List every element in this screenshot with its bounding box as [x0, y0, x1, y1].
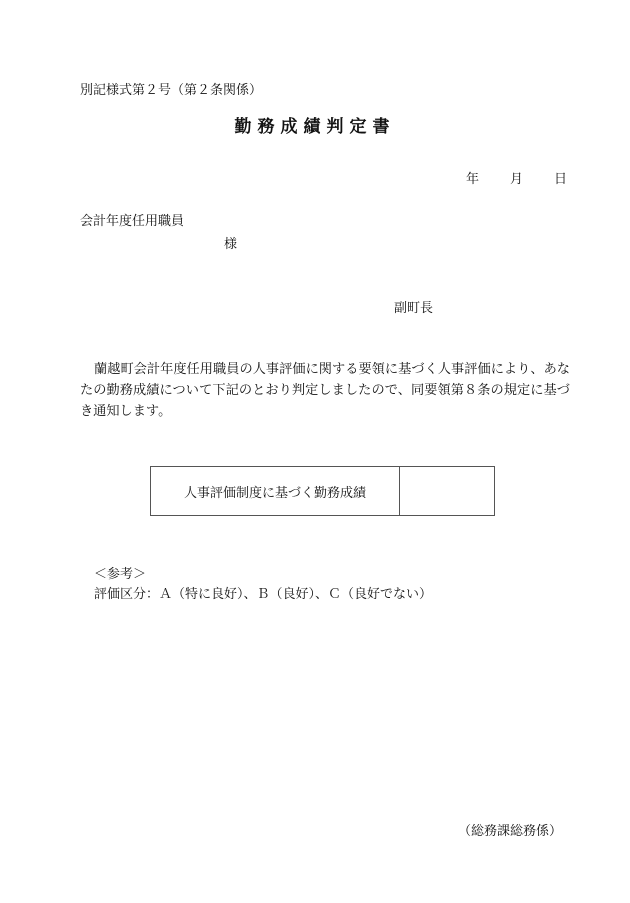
document-title: 勤務成績判定書 — [234, 117, 396, 137]
result-table — [150, 466, 495, 516]
date-month-label: 月 — [510, 172, 524, 187]
date-year-label: 年 — [466, 172, 480, 187]
reference-text: 評価区分：Ａ（特に良好）、Ｂ（良好）、Ｃ（良好でない） — [94, 587, 433, 602]
table-row — [151, 467, 495, 516]
recipient-honorific: 様 — [224, 237, 238, 252]
date-day-label: 日 — [554, 172, 568, 187]
result-label-cell: 人事評価制度に基づく勤務成績 — [151, 467, 400, 516]
sender-title: 副町長 — [394, 301, 434, 316]
result-value-cell — [400, 467, 495, 516]
notice-body: 蘭越町会計年度任用職員の人事評価に関する要領に基づく人事評価により、あなたの勤務成績について下記のとおり判定しましたので、同要領第８条の規定に基づき通知します。 — [80, 362, 570, 419]
department-footer: （総務課総務係） — [458, 824, 563, 839]
reference-heading: ＜参考＞ — [94, 567, 147, 582]
form-number: 別記様式第２号（第２条関係） — [80, 83, 263, 98]
recipient-line: 会計年度任用職員 — [80, 214, 185, 229]
